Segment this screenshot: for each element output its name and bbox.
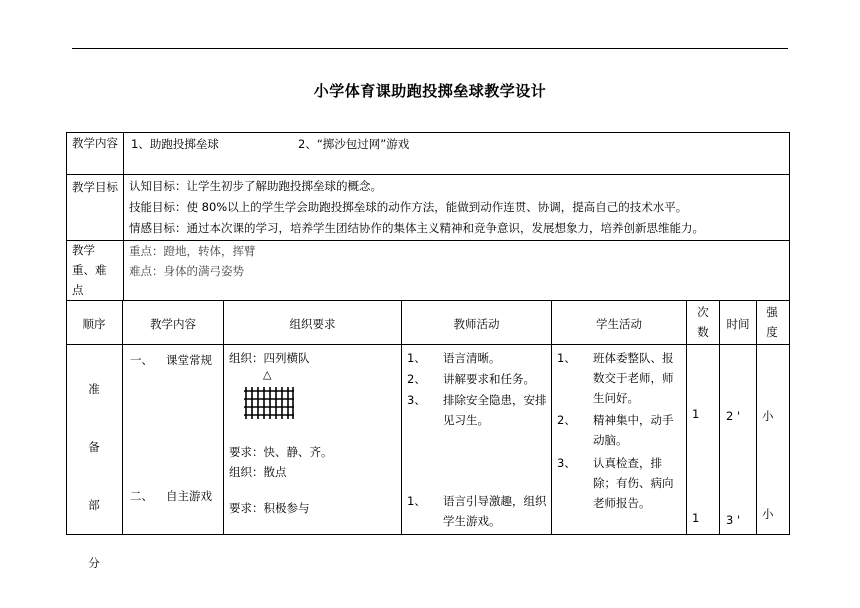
header-teacher: 教师活动: [453, 317, 500, 331]
content-label: 教学内容: [72, 136, 118, 150]
student-num-3: 3、: [557, 456, 576, 470]
student-num-1: 1、: [557, 351, 576, 365]
header-content: 教学内容: [150, 317, 196, 331]
key-label: 教学重、难点: [72, 243, 107, 297]
goal-cognitive: 认知目标：让学生初步了解助跑投掷垒球的概念。: [129, 179, 382, 193]
org-scatter: 组织：散点: [229, 465, 287, 479]
column-divider: [122, 300, 123, 534]
row-divider: [66, 344, 790, 345]
header-order: 顺序: [82, 317, 106, 331]
column-divider: [123, 132, 124, 300]
content-item-2: 2、“掷沙包过网”游戏: [298, 137, 410, 151]
teacher-activity-3: 排除安全隐患，安排见习生。: [443, 393, 547, 427]
table-border-top: [66, 132, 790, 133]
student-activity-2: 精神集中，动手动脑。: [593, 413, 674, 447]
header-intensity: 强度: [766, 305, 778, 339]
content-item-1: 1、助跑投掷垒球: [131, 137, 219, 151]
header-student: 学生活动: [596, 317, 642, 331]
column-divider: [686, 300, 687, 534]
student-num-2: 2、: [557, 413, 576, 427]
student-formation-grid-icon: [242, 387, 296, 419]
content-num-2: 二、: [130, 489, 153, 503]
teacher-position-icon: △: [263, 368, 272, 381]
teacher-num-2: 2、: [407, 372, 426, 386]
org-requirement-2: 要求：积极参与: [229, 501, 310, 515]
row-divider: [66, 300, 790, 301]
student-activity-1: 班体委整队、报数交于老师，师生问好。: [593, 351, 674, 405]
header-org: 组织要求: [289, 317, 336, 331]
org-formation: 组织：四列横队: [229, 351, 310, 365]
duration-value-2: 3 ': [726, 513, 741, 527]
content-text-1: 课堂常规: [166, 353, 212, 367]
teacher-activity-2: 讲解要求和任务。: [443, 372, 535, 386]
page-title: 小学体育课助跑投掷垒球教学设计: [313, 82, 547, 100]
key-point: 重点：蹬地，转体，挥臂: [129, 244, 256, 258]
header-rule: [72, 48, 788, 49]
goal-skill: 技能目标：使 80%以上的学生学会助跑投掷垒球的动作方法，能做到动作连贯、协调，提高自己的技术水平。: [129, 200, 688, 214]
header-duration: 时间: [726, 317, 750, 331]
column-divider: [551, 300, 552, 534]
teacher-num-4: 1、: [407, 494, 426, 508]
times-value-2: 1: [692, 511, 700, 525]
table-border-right: [789, 132, 790, 535]
content-num-1: 一、: [130, 353, 153, 367]
header-times: 次数: [697, 305, 709, 339]
column-divider: [401, 300, 402, 534]
duration-value-1: 2 ': [726, 409, 741, 423]
goal-emotion: 情感目标：通过本次课的学习，培养学生团结协作的集体主义精神和竞争意识，发展想象力，培养创新思维能力。: [129, 221, 704, 235]
column-divider: [223, 300, 224, 534]
row-divider: [66, 174, 790, 175]
difficult-point: 难点：身体的满弓姿势: [129, 264, 244, 278]
teacher-num-3: 3、: [407, 393, 426, 407]
column-divider: [756, 300, 757, 534]
student-activity-3: 认真检查，排除；有伤、病向老师报告。: [593, 456, 674, 510]
column-divider: [719, 300, 720, 534]
order-label: 准备部分: [88, 382, 100, 570]
intensity-value-1: 小: [762, 409, 774, 423]
teacher-num-1: 1、: [407, 351, 426, 365]
teacher-activity-4: 语言引导激趣，组织学生游戏。: [443, 494, 547, 528]
lesson-table: [66, 132, 790, 570]
times-value-1: 1: [692, 407, 700, 421]
teacher-activity-1: 语言清晰。: [443, 351, 501, 365]
goal-label: 教学目标: [72, 180, 118, 194]
org-requirement-1: 要求：快、静、齐。: [229, 445, 333, 459]
intensity-value-2: 小: [762, 507, 774, 521]
content-text-2: 自主游戏: [166, 489, 212, 503]
table-border-bottom: [66, 534, 790, 535]
